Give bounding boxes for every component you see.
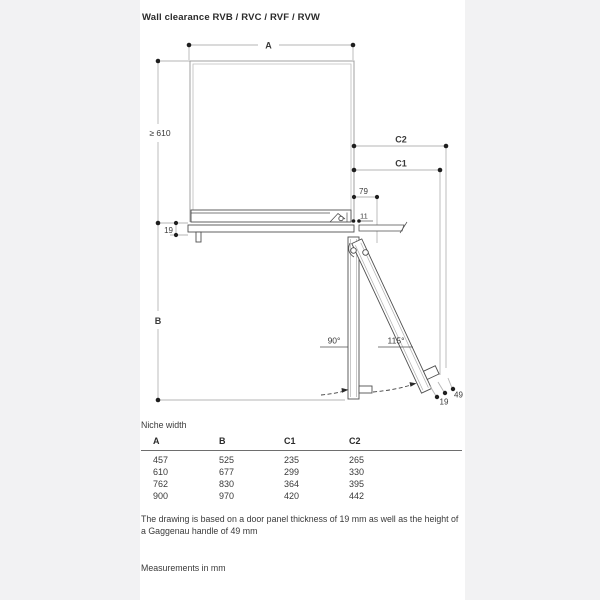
- appliance-body: [191, 210, 351, 222]
- cell-c1: 299: [284, 467, 300, 477]
- col-header-a: A: [153, 436, 160, 446]
- col-header-b: B: [219, 436, 226, 446]
- dim-a-label: A: [265, 40, 272, 51]
- niche-width-table: [141, 435, 462, 502]
- cell-b: 525: [219, 455, 235, 465]
- units-note: Measurements in mm: [141, 563, 226, 573]
- cell-a: 610: [153, 467, 169, 477]
- cell-c1: 420: [284, 491, 300, 501]
- dim-c1-label: C1: [395, 158, 407, 169]
- table-body: [141, 454, 462, 502]
- dim-b-label: B: [154, 316, 162, 326]
- table-row: [141, 454, 462, 466]
- cell-c2: 330: [349, 467, 365, 477]
- table-row: [141, 478, 462, 490]
- dimension-19-49-right: [430, 378, 452, 396]
- col-header-c1: C1: [284, 436, 296, 446]
- document-page: [140, 0, 465, 600]
- niche-outline: [190, 61, 354, 222]
- cell-a: 762: [153, 479, 169, 489]
- cell-c2: 265: [349, 455, 365, 465]
- col-header-c2: C2: [349, 436, 361, 446]
- panel-19-right-label: 19: [439, 397, 449, 407]
- angle-90-label: 90°: [327, 335, 341, 346]
- dim-79-label: 79: [359, 187, 368, 196]
- cell-c1: 364: [284, 479, 300, 489]
- table-header-row: [141, 435, 462, 451]
- table-row: [141, 490, 462, 502]
- cell-c1: 235: [284, 455, 300, 465]
- dim-c2-label: C2: [395, 134, 407, 145]
- cell-a: 900: [153, 491, 169, 501]
- cell-c2: 442: [349, 491, 365, 501]
- wall-clearance-drawing: [140, 0, 465, 600]
- door-open-115: [352, 233, 443, 393]
- panel-19-left-label: 19: [164, 226, 173, 235]
- cell-b: 830: [219, 479, 235, 489]
- cell-b: 970: [219, 491, 235, 501]
- side-panel: [359, 222, 407, 233]
- angle-115-label: 115°: [387, 335, 405, 346]
- cell-b: 677: [219, 467, 235, 477]
- niche-width-section: [141, 420, 462, 502]
- niche-width-caption: Niche width: [141, 420, 187, 430]
- dim-11-label: 11: [360, 211, 368, 221]
- min-depth-label: ≥ 610: [149, 128, 171, 138]
- door-closed-panel: [188, 225, 354, 242]
- handle-49-label: 49: [454, 390, 463, 400]
- page-title: Wall clearance RVB / RVC / RVF / RVW: [142, 12, 321, 23]
- table-row: [141, 466, 462, 478]
- cell-c2: 395: [349, 479, 365, 489]
- drawing-note: The drawing is based on a door panel thickness of 19 mm as well as the height of a Gaggenau handle of 49 mm: [141, 514, 459, 536]
- cell-a: 457: [153, 455, 169, 465]
